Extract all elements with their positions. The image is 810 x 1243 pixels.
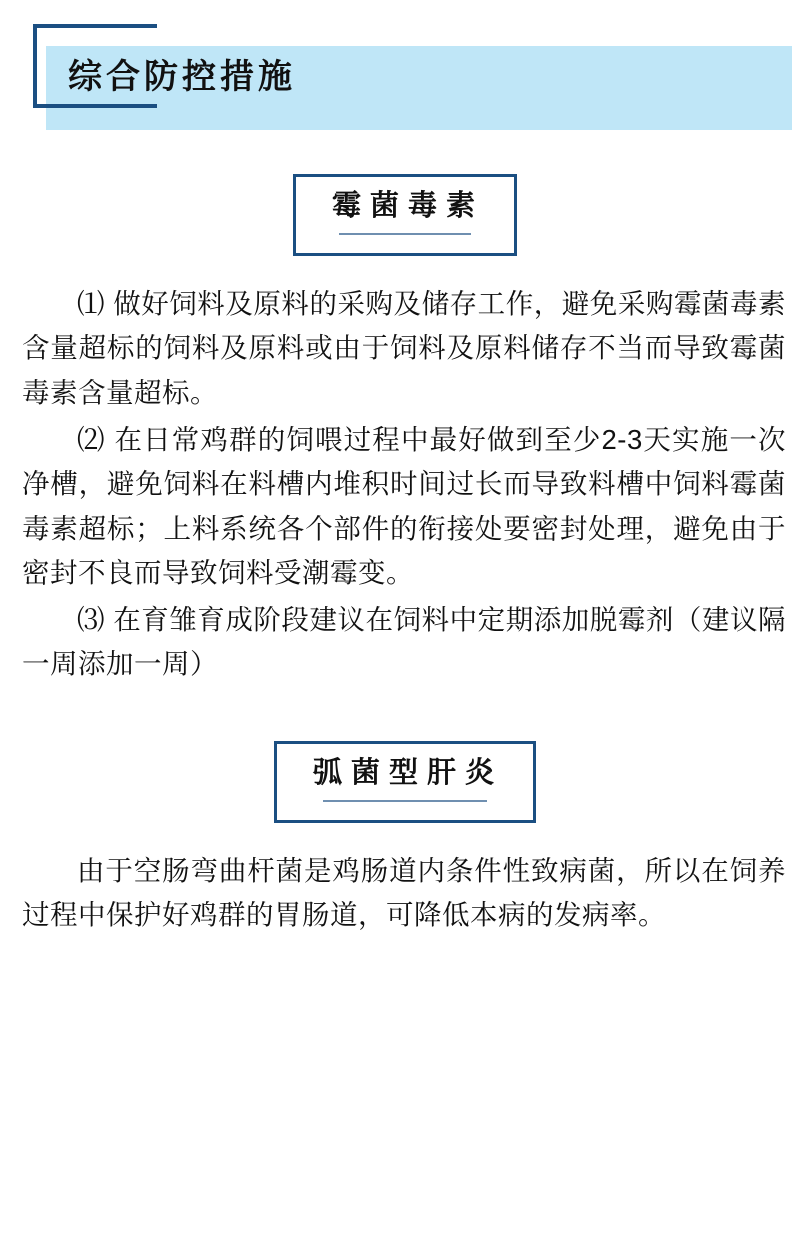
paragraph: ⑶ 在育雏育成阶段建议在饲料中定期添加脱霉剂（建议隔一周添加一周） xyxy=(22,603,786,680)
paragraph: ⑴ 做好饲料及原料的采购及储存工作，避免采购霉菌毒素含量超标的饲料及原料或由于饲料及原料储存不当而导致霉菌毒素含量超标。 xyxy=(22,287,786,408)
paragraph: 由于空肠弯曲杆菌是鸡肠道内条件性致病菌，所以在饲养过程中保护好鸡群的胃肠道，可降低本病的发病率。 xyxy=(22,854,786,931)
section-heading-vibrionic-hepatitis xyxy=(0,741,810,823)
section-body-vibrionic-hepatitis xyxy=(0,849,810,938)
section-label-underline xyxy=(323,800,488,802)
section-label-underline xyxy=(339,233,472,235)
section-label-box xyxy=(274,741,536,823)
page-header xyxy=(0,0,810,140)
section-label-text: 弧菌型肝炎 xyxy=(312,756,503,789)
section-spacer xyxy=(0,689,810,707)
section-label-box xyxy=(293,174,517,256)
section-heading-mycotoxin xyxy=(0,174,810,256)
section-body-mycotoxin xyxy=(0,282,810,687)
paragraph: ⑵ 在日常鸡群的饲喂过程中最好做到至少2-3天实施一次净槽，避免饲料在料槽内堆积时间过长而导致料槽中饲料霉菌毒素超标；上料系统各个部件的衔接处要密封处理，避免由于密封不良而导致饲料受潮霉变。 xyxy=(22,423,786,589)
section-label-text: 霉菌毒素 xyxy=(331,190,484,222)
page-title: 综合防控措施 xyxy=(68,58,296,96)
